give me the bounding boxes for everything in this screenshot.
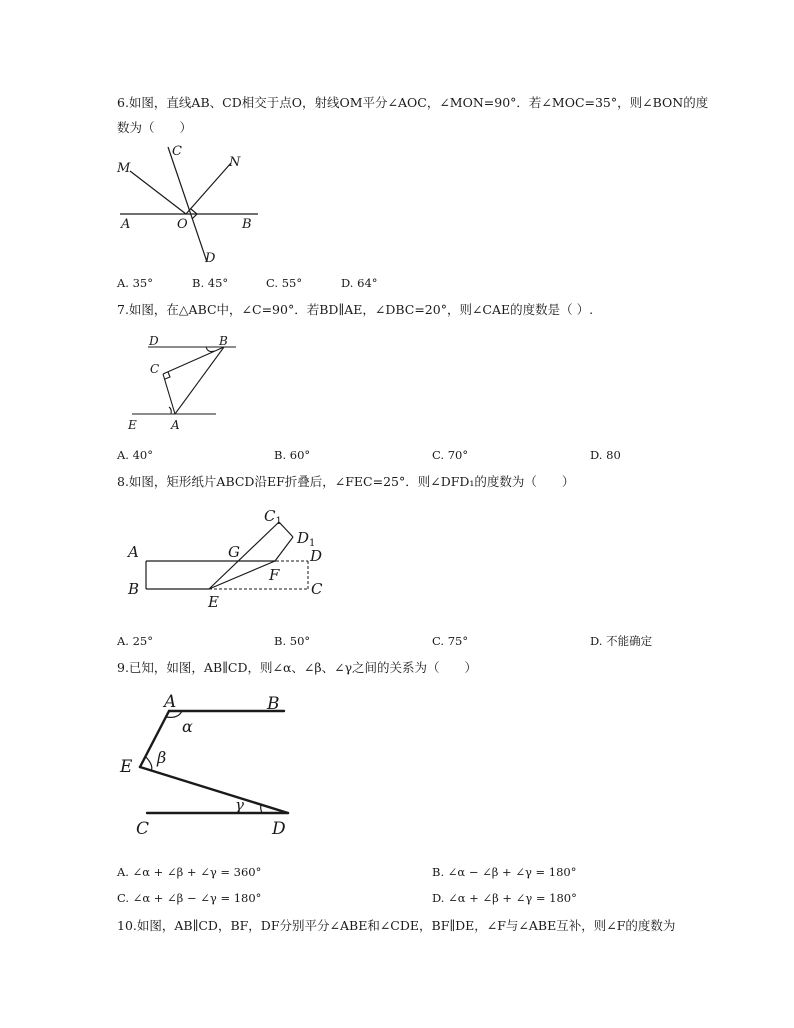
q6-label-n: N (229, 155, 241, 170)
q6-label-a: A (121, 217, 131, 232)
q9-label-d: D (272, 819, 286, 839)
q8-label-d: D (310, 547, 323, 565)
q9-segment-ed (140, 767, 288, 813)
q8-label-c1: $C_1$ (264, 507, 282, 527)
q9-label-e: E (120, 757, 133, 777)
q7-label-d: D (149, 334, 159, 348)
q9-option-d[interactable]: D. ∠α + ∠β + ∠γ = 180° (432, 891, 577, 905)
q8-label-g: G (228, 543, 240, 561)
q6-label-b: B (242, 217, 252, 232)
q9-option-b[interactable]: B. ∠α − ∠β + ∠γ = 180° (432, 865, 577, 879)
q8-option-b[interactable]: B. 50° (274, 634, 311, 648)
q6-label-c: C (172, 144, 182, 159)
q7-label-c: C (150, 362, 160, 376)
q8-label-e: E (208, 593, 219, 611)
q7-label-b: B (219, 334, 228, 348)
q7-option-b[interactable]: B. 60° (274, 448, 311, 462)
q10-stem: 10.如图，AB∥CD，BF，DF分别平分∠ABE和∠CDE，BF∥DE，∠F与∠ABE互补，则∠F的度数为 (117, 918, 676, 933)
q7-label-a: A (171, 418, 180, 432)
q6-label-d: D (205, 251, 216, 266)
q9-label-alpha: α (182, 717, 193, 736)
q9-label-gamma: γ (235, 796, 244, 814)
q7-option-a[interactable]: A. 40° (117, 448, 153, 462)
q8-option-d[interactable]: D. 不能确定 (590, 634, 653, 648)
q9-label-a: A (164, 692, 177, 712)
q6-label-m: M (117, 161, 131, 176)
q9-label-beta: β (157, 748, 167, 767)
q9-label-c: C (136, 819, 150, 839)
q8-stem: 8.如图，矩形纸片ABCD沿EF折叠后，∠FEC=25°．则∠DFD₁的度数为（ ） (117, 474, 575, 489)
q6-option-a[interactable]: A. 35° (117, 276, 153, 290)
q9-stem: 9.已知，如图，AB∥CD，则∠α、∠β、∠γ之间的关系为（ ） (117, 660, 478, 675)
q6-stem-line2: 数为（ ） (117, 120, 193, 135)
q9-option-a[interactable]: A. ∠α + ∠β + ∠γ = 360° (117, 865, 262, 879)
q9-label-b: B (267, 694, 280, 714)
q8-option-c[interactable]: C. 75° (432, 634, 469, 648)
q8-label-d1: $D_1$ (297, 529, 316, 549)
q8-option-a[interactable]: A. 25° (117, 634, 153, 648)
q6-option-d[interactable]: D. 64° (341, 276, 378, 290)
q6-option-c[interactable]: C. 55° (266, 276, 303, 290)
q9-option-c[interactable]: C. ∠α + ∠β − ∠γ = 180° (117, 891, 262, 905)
q7-option-d[interactable]: D. 80 (590, 448, 621, 462)
q8-label-c: C (311, 580, 323, 598)
q8-label-a: A (128, 543, 139, 561)
q8-label-b: B (128, 580, 140, 598)
q7-option-c[interactable]: C. 70° (432, 448, 469, 462)
q7-stem: 7.如图，在△ABC中，∠C=90°．若BD∥AE，∠DBC=20°，则∠CAE的度数是（ ）. (117, 302, 594, 317)
q7-label-e: E (128, 418, 137, 432)
q8-label-f: F (269, 566, 280, 584)
q6-label-o: O (177, 217, 188, 232)
q6-option-b[interactable]: B. 45° (192, 276, 229, 290)
q6-stem-line1: 6.如图，直线AB、CD相交于点O，射线OM平分∠AOC，∠MON=90°．若∠MOC=35°，则∠BON的度 (117, 95, 709, 110)
